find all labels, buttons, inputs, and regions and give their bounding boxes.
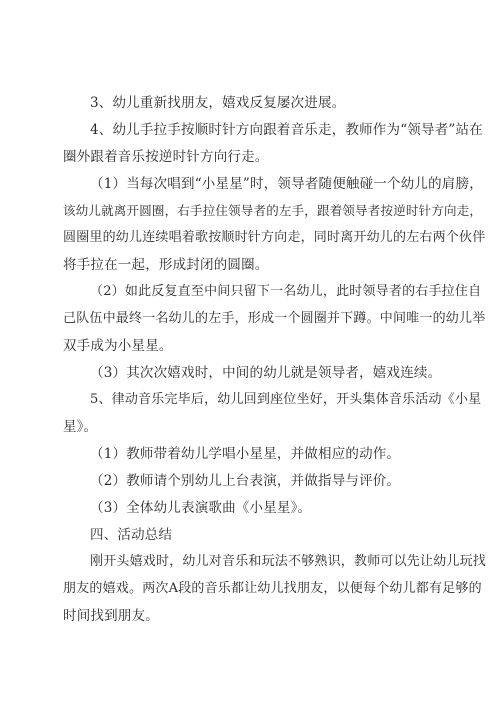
text-line: 己队伍中最终一名幼儿的左手，形成一个圆圈并下蹲。中间唯一的幼儿举 [63,311,486,326]
text-line: （3）全体幼儿表演歌曲《小星星》。 [90,500,312,516]
text-line: 圈外跟着音乐按逆时针方向行走。 [63,149,269,165]
text-line: （2）教师请个别幼儿上台表演，并做指导与评价。 [90,473,401,489]
text-line: （1）教师带着幼儿学唱小星星，并做相应的动作。 [90,446,401,462]
text-line: 该幼儿就离开圆圈，右手拉住领导者的左手，跟着领导者按逆时针方向走， [63,203,483,218]
text-line: 双手成为小星星。 [63,338,173,354]
text-line: 5、律动音乐完毕后，幼儿回到座位坐好，开头集体音乐活动《小星 [90,392,482,407]
text-line: 星》。 [63,419,98,435]
section-heading: 四、活动总结 [90,527,173,543]
text-line: 时间找到朋友。 [63,608,159,624]
text-line: 将手拉在一起，形成封闭的圆圈。 [63,257,269,273]
text-line: 圆圈里的幼儿连续唱着歌按顺时针方向走，同时离开幼儿的左右两个伙伴 [63,230,486,245]
text-line: （1）当每次唱到“小星星”时，领导者随便触碰一个幼儿的肩膀， [90,176,483,192]
text-line: （3）其次次嬉戏时，中间的幼儿就是领导者，嬉戏连续。 [90,365,442,381]
text-line: （2）如此反复直至中间只留下一名幼儿，此时领导者的右手拉住自 [90,284,482,299]
text-line: 3、幼儿重新找朋友，嬉戏反复屡次进展。 [90,95,346,111]
text-line: 刚开头嬉戏时，幼儿对音乐和玩法不够熟识，教师可以先让幼儿玩找 [90,554,487,569]
text-line: 4、幼儿手拉手按顺时针方向跟着音乐走，教师作为“领导者”站在 [90,122,483,138]
text-line: 朋友的嬉戏。两次A段的音乐都让幼儿找朋友，以便每个幼儿都有足够的 [63,581,482,596]
